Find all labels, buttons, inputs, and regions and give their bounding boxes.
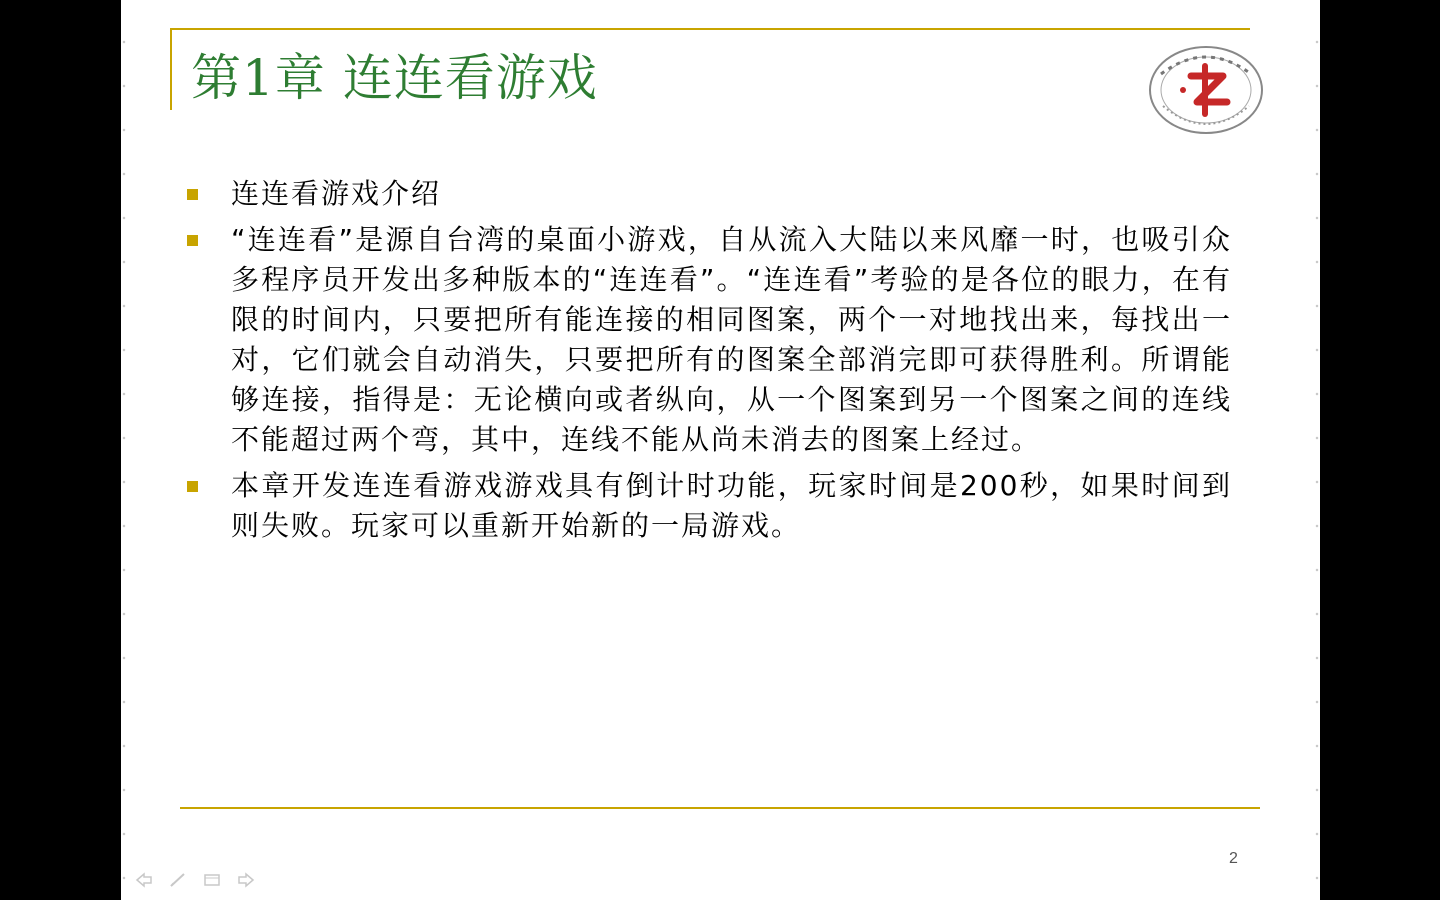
bullet-item (187, 174, 1232, 214)
slide-menu-icon (202, 872, 222, 888)
slide-menu-button[interactable] (201, 871, 223, 889)
slide-edge-right (1314, 0, 1320, 900)
footer-rule (180, 807, 1260, 809)
bullet-text: “连连看”是源自台湾的桌面小游戏，自从流入大陆以来风靡一时，也吸引众多程序员开发出多种版本的“连连看”。“连连看”考验的是各位的眼力，在有限的时间内，只要把所有能连接的相同图案，两个一对地找出来，每找出一对，它们就会自动消失，只要把所有的图案全部消完即可获得胜利。所谓能够连接，指得是：无论横向或者纵向，从一个图案到另一个图案之间的连线不能超过两个弯，其中，连线不能从尚未消去的图案上经过。 (231, 223, 1232, 456)
university-seal-logo-icon (1147, 44, 1265, 136)
slide (121, 0, 1320, 900)
bullet-text: 本章开发连连看游戏游戏具有倒计时功能，玩家时间是200秒，如果时间到则失败。玩家可以重新开始新的一局游戏。 (231, 469, 1232, 542)
slide-edge-left (121, 0, 127, 900)
bullet-marker (187, 481, 198, 492)
title-rule-left (170, 28, 172, 110)
previous-slide-icon (134, 872, 154, 888)
title-rule-top (170, 28, 1250, 30)
slide-content (187, 174, 1232, 552)
slideshow-controls (133, 870, 257, 890)
bullet-marker (187, 235, 198, 246)
bullet-marker (187, 189, 198, 200)
next-slide-button[interactable] (235, 871, 257, 889)
previous-slide-button[interactable] (133, 871, 155, 889)
slide-title: 第1章 连连看游戏 (191, 49, 598, 107)
page-number: 2 (1229, 850, 1238, 867)
pen-tool-button[interactable] (167, 871, 189, 889)
pen-tool-icon (168, 872, 188, 888)
bullet-text: 连连看游戏介绍 (231, 177, 442, 210)
bullet-item (187, 220, 1232, 460)
bullet-item (187, 466, 1232, 546)
next-slide-icon (236, 872, 256, 888)
